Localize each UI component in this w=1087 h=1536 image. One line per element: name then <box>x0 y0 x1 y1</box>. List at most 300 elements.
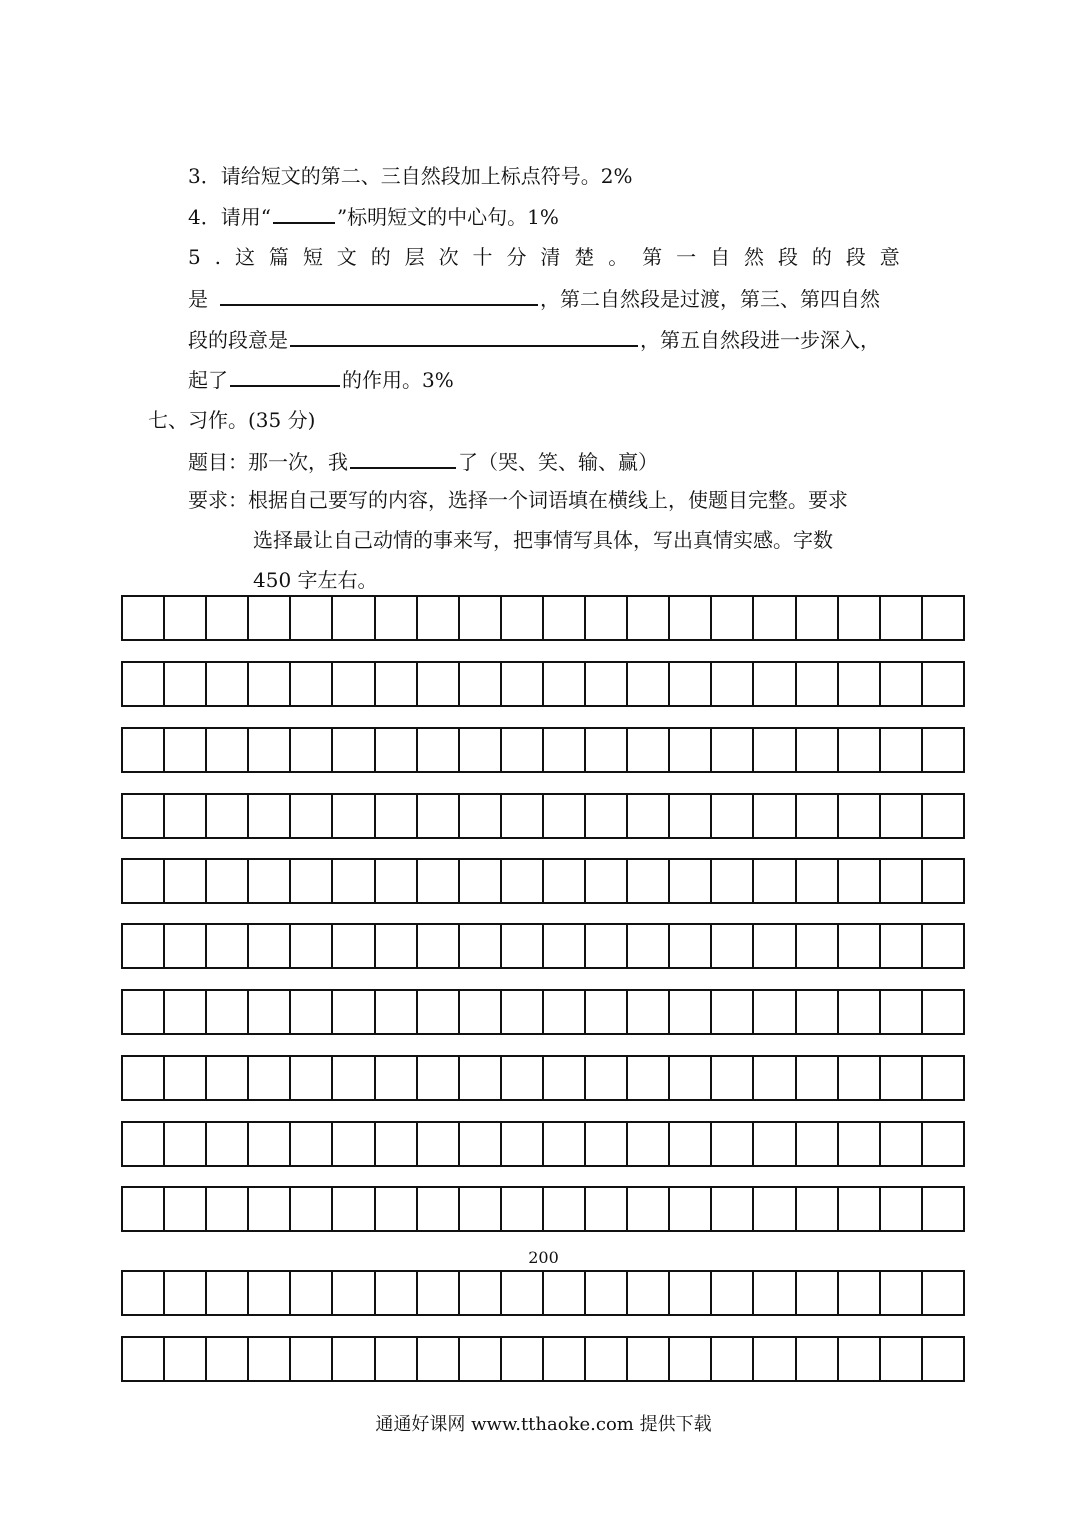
grid-cell[interactable] <box>207 1057 249 1099</box>
grid-cell[interactable] <box>460 991 502 1033</box>
grid-cell[interactable] <box>249 991 291 1033</box>
grid-cell[interactable] <box>333 860 375 902</box>
grid-cell[interactable] <box>502 860 544 902</box>
grid-cell[interactable] <box>670 795 712 837</box>
question-5-char: 分 <box>506 245 527 269</box>
grid-cell[interactable] <box>418 925 460 967</box>
grid-cell[interactable] <box>881 860 923 902</box>
grid-cell[interactable] <box>123 991 165 1033</box>
grid-cell[interactable] <box>207 925 249 967</box>
grid-cell[interactable] <box>502 597 544 639</box>
question-5-char: 文 <box>336 245 357 269</box>
question-5-line-1 <box>188 243 900 271</box>
grid-cell[interactable] <box>881 991 923 1033</box>
grid-cell[interactable] <box>544 1338 586 1380</box>
grid-cell[interactable] <box>670 1338 712 1380</box>
grid-cell[interactable] <box>754 795 796 837</box>
grid-cell[interactable] <box>376 795 418 837</box>
grid-cell[interactable] <box>249 1188 291 1230</box>
grid-cell[interactable] <box>712 663 754 705</box>
grid-cell[interactable] <box>502 1272 544 1314</box>
grid-cell[interactable] <box>923 991 963 1033</box>
grid-cell[interactable] <box>376 1123 418 1165</box>
grid-cell[interactable] <box>207 663 249 705</box>
grid-row[interactable] <box>121 727 965 773</box>
grid-cell[interactable] <box>839 597 881 639</box>
grid-cell[interactable] <box>249 1123 291 1165</box>
grid-cell[interactable] <box>712 991 754 1033</box>
grid-cell[interactable] <box>628 1123 670 1165</box>
grid-cell[interactable] <box>207 1338 249 1380</box>
question-5-char: 清 <box>540 245 561 269</box>
question-5-char: . <box>214 245 222 269</box>
grid-row[interactable] <box>121 793 965 839</box>
requirements-line-1 <box>188 486 848 514</box>
grid-cell[interactable] <box>418 729 460 771</box>
grid-cell[interactable] <box>881 1057 923 1099</box>
grid-cell[interactable] <box>586 1123 628 1165</box>
grid-cell[interactable] <box>670 925 712 967</box>
grid-cell[interactable] <box>460 1123 502 1165</box>
question-5-char: 篇 <box>268 245 289 269</box>
grid-cell[interactable] <box>797 663 839 705</box>
grid-cell[interactable] <box>586 663 628 705</box>
grid-cell[interactable] <box>586 597 628 639</box>
grid-cell[interactable] <box>839 1272 881 1314</box>
grid-row[interactable] <box>121 858 965 904</box>
grid-cell[interactable] <box>460 925 502 967</box>
grid-cell[interactable] <box>586 860 628 902</box>
grid-cell[interactable] <box>333 1272 375 1314</box>
grid-cell[interactable] <box>712 597 754 639</box>
grid-cell[interactable] <box>291 1338 333 1380</box>
grid-cell[interactable] <box>376 860 418 902</box>
grid-cell[interactable] <box>881 1188 923 1230</box>
grid-cell[interactable] <box>923 1338 963 1380</box>
question-5-line-4 <box>188 365 454 394</box>
question-5-char: 次 <box>438 245 459 269</box>
grid-cell[interactable] <box>123 795 165 837</box>
grid-cell[interactable] <box>712 1188 754 1230</box>
grid-cell[interactable] <box>923 795 963 837</box>
grid-cell[interactable] <box>418 1338 460 1380</box>
grid-cell[interactable] <box>839 1057 881 1099</box>
grid-cell[interactable] <box>544 795 586 837</box>
grid-cell[interactable] <box>670 663 712 705</box>
grid-cell[interactable] <box>376 1188 418 1230</box>
grid-cell[interactable] <box>754 1123 796 1165</box>
question-5-line-4-prefix: 起了 <box>188 368 228 392</box>
grid-cell[interactable] <box>670 597 712 639</box>
question-5-char: 一 <box>676 245 697 269</box>
grid-cell[interactable] <box>165 1188 207 1230</box>
grid-row[interactable] <box>121 595 965 641</box>
grid-cell[interactable] <box>333 729 375 771</box>
grid-cell[interactable] <box>333 795 375 837</box>
grid-cell[interactable] <box>207 1272 249 1314</box>
question-5-char: 自 <box>710 245 731 269</box>
grid-cell[interactable] <box>881 663 923 705</box>
grid-cell[interactable] <box>712 1338 754 1380</box>
grid-cell[interactable] <box>460 1057 502 1099</box>
grid-cell[interactable] <box>502 991 544 1033</box>
section-1-meaning-blank[interactable] <box>220 284 538 306</box>
grid-cell[interactable] <box>123 860 165 902</box>
grid-cell[interactable] <box>839 1188 881 1230</box>
grid-cell[interactable] <box>291 663 333 705</box>
grid-cell[interactable] <box>881 795 923 837</box>
grid-cell[interactable] <box>586 991 628 1033</box>
grid-cell[interactable] <box>881 1272 923 1314</box>
grid-cell[interactable] <box>460 795 502 837</box>
grid-cell[interactable] <box>460 663 502 705</box>
grid-row[interactable] <box>121 661 965 707</box>
grid-cell[interactable] <box>502 1123 544 1165</box>
essay-title-prefix: 题目：那一次，我 <box>188 450 348 474</box>
grid-cell[interactable] <box>249 1057 291 1099</box>
grid-cell[interactable] <box>628 663 670 705</box>
grid-cell[interactable] <box>207 795 249 837</box>
grid-cell[interactable] <box>502 1188 544 1230</box>
question-5-line-2-prefix: 是 <box>188 287 208 311</box>
grid-cell[interactable] <box>460 1272 502 1314</box>
grid-cell[interactable] <box>923 729 963 771</box>
grid-cell[interactable] <box>249 1272 291 1314</box>
grid-cell[interactable] <box>628 729 670 771</box>
question-5-char: 段 <box>777 245 798 269</box>
grid-cell[interactable] <box>923 1057 963 1099</box>
grid-cell[interactable] <box>544 1123 586 1165</box>
grid-cell[interactable] <box>333 597 375 639</box>
question-5-char: 的 <box>811 245 832 269</box>
grid-cell[interactable] <box>670 860 712 902</box>
grid-cell[interactable] <box>797 729 839 771</box>
grid-cell[interactable] <box>754 860 796 902</box>
grid-cell[interactable] <box>839 663 881 705</box>
grid-cell[interactable] <box>333 1057 375 1099</box>
grid-cell[interactable] <box>797 597 839 639</box>
grid-cell[interactable] <box>754 1057 796 1099</box>
question-5-char: 意 <box>879 245 900 269</box>
grid-cell[interactable] <box>249 1338 291 1380</box>
grid-cell[interactable] <box>628 860 670 902</box>
grid-cell[interactable] <box>291 925 333 967</box>
essay-title-blank[interactable] <box>350 447 456 469</box>
grid-cell[interactable] <box>460 860 502 902</box>
grid-row[interactable] <box>121 1336 965 1382</box>
grid-cell[interactable] <box>712 729 754 771</box>
grid-cell[interactable] <box>712 860 754 902</box>
grid-cell[interactable] <box>712 1057 754 1099</box>
grid-cell[interactable] <box>544 1188 586 1230</box>
grid-cell[interactable] <box>881 925 923 967</box>
grid-cell[interactable] <box>418 1123 460 1165</box>
grid-cell[interactable] <box>291 1188 333 1230</box>
grid-cell[interactable] <box>628 1057 670 1099</box>
grid-cell[interactable] <box>839 1338 881 1380</box>
grid-cell[interactable] <box>586 729 628 771</box>
grid-cell[interactable] <box>418 1272 460 1314</box>
grid-cell[interactable] <box>797 1057 839 1099</box>
grid-cell[interactable] <box>797 991 839 1033</box>
grid-cell[interactable] <box>502 1057 544 1099</box>
grid-cell[interactable] <box>291 991 333 1033</box>
grid-cell[interactable] <box>628 1272 670 1314</box>
grid-cell[interactable] <box>291 1272 333 1314</box>
grid-cell[interactable] <box>376 1338 418 1380</box>
grid-cell[interactable] <box>207 597 249 639</box>
grid-cell[interactable] <box>754 597 796 639</box>
grid-cell[interactable] <box>628 1188 670 1230</box>
grid-cell[interactable] <box>754 991 796 1033</box>
question-5-char: 的 <box>370 245 391 269</box>
grid-cell[interactable] <box>418 597 460 639</box>
question-5-line-3-prefix: 段的段意是 <box>188 328 288 352</box>
grid-cell[interactable] <box>628 597 670 639</box>
grid-cell[interactable] <box>881 1123 923 1165</box>
grid-cell[interactable] <box>123 1057 165 1099</box>
grid-cell[interactable] <box>797 1272 839 1314</box>
grid-cell[interactable] <box>376 729 418 771</box>
question-4-suffix: ”标明短文的中心句。1% <box>336 205 559 229</box>
essay-title-suffix: 了（哭、笑、输、赢） <box>458 450 658 474</box>
grid-cell[interactable] <box>249 860 291 902</box>
question-4-prefix: 4．请用“ <box>188 205 271 229</box>
grid-cell[interactable] <box>797 1338 839 1380</box>
grid-cell[interactable] <box>418 991 460 1033</box>
grid-cell[interactable] <box>670 1188 712 1230</box>
grid-cell[interactable] <box>418 860 460 902</box>
grid-cell[interactable] <box>881 729 923 771</box>
grid-cell[interactable] <box>333 925 375 967</box>
grid-cell[interactable] <box>628 991 670 1033</box>
grid-cell[interactable] <box>754 1272 796 1314</box>
grid-cell[interactable] <box>923 597 963 639</box>
grid-cell[interactable] <box>881 1338 923 1380</box>
grid-cell[interactable] <box>923 860 963 902</box>
grid-row[interactable] <box>121 989 965 1035</box>
grid-cell[interactable] <box>291 597 333 639</box>
grid-cell[interactable] <box>754 729 796 771</box>
grid-cell[interactable] <box>165 1272 207 1314</box>
grid-cell[interactable] <box>712 925 754 967</box>
grid-cell[interactable] <box>502 1338 544 1380</box>
question-5-char: 第 <box>642 245 663 269</box>
grid-row[interactable] <box>121 1121 965 1167</box>
grid-cell[interactable] <box>333 1123 375 1165</box>
question-4-blank[interactable] <box>273 202 335 224</box>
grid-row[interactable] <box>121 1186 965 1232</box>
grid-cell[interactable] <box>586 795 628 837</box>
grid-cell[interactable] <box>586 1057 628 1099</box>
grid-cell[interactable] <box>165 991 207 1033</box>
grid-cell[interactable] <box>544 925 586 967</box>
grid-cell[interactable] <box>249 597 291 639</box>
grid-cell[interactable] <box>376 597 418 639</box>
grid-cell[interactable] <box>418 795 460 837</box>
grid-cell[interactable] <box>291 1123 333 1165</box>
grid-cell[interactable] <box>797 1123 839 1165</box>
question-5-char: 层 <box>404 245 425 269</box>
grid-cell[interactable] <box>291 795 333 837</box>
grid-cell[interactable] <box>586 925 628 967</box>
grid-cell[interactable] <box>881 597 923 639</box>
grid-cell[interactable] <box>839 860 881 902</box>
grid-cell[interactable] <box>923 1188 963 1230</box>
requirements-line-3: 450 字左右。 <box>253 568 378 592</box>
grid-cell[interactable] <box>207 729 249 771</box>
essay-title <box>188 447 658 476</box>
grid-cell[interactable] <box>207 860 249 902</box>
section-7-heading: 七、习作。(35 分) <box>148 408 316 432</box>
grid-cell[interactable] <box>670 729 712 771</box>
grid-cell[interactable] <box>628 795 670 837</box>
grid-cell[interactable] <box>923 663 963 705</box>
grid-cell[interactable] <box>797 795 839 837</box>
grid-cell[interactable] <box>165 925 207 967</box>
grid-cell[interactable] <box>165 795 207 837</box>
grid-cell[interactable] <box>123 597 165 639</box>
grid-cell[interactable] <box>502 795 544 837</box>
grid-cell[interactable] <box>670 1272 712 1314</box>
grid-cell[interactable] <box>670 1123 712 1165</box>
grid-cell[interactable] <box>502 663 544 705</box>
section-3-4-meaning-blank[interactable] <box>290 325 638 347</box>
grid-cell[interactable] <box>544 663 586 705</box>
grid-cell[interactable] <box>291 860 333 902</box>
grid-cell[interactable] <box>333 663 375 705</box>
grid-cell[interactable] <box>544 1057 586 1099</box>
grid-cell[interactable] <box>333 1188 375 1230</box>
grid-cell[interactable] <box>376 925 418 967</box>
grid-row[interactable] <box>121 1055 965 1101</box>
grid-cell[interactable] <box>923 1272 963 1314</box>
grid-cell[interactable] <box>460 1338 502 1380</box>
grid-cell[interactable] <box>123 1188 165 1230</box>
question-5-char: 楚 <box>574 245 595 269</box>
grid-cell[interactable] <box>333 991 375 1033</box>
grid-cell[interactable] <box>923 925 963 967</box>
grid-cell[interactable] <box>712 1272 754 1314</box>
grid-cell[interactable] <box>754 663 796 705</box>
section-5-role-blank[interactable] <box>230 365 340 387</box>
grid-cell[interactable] <box>586 1188 628 1230</box>
grid-cell[interactable] <box>249 925 291 967</box>
grid-cell[interactable] <box>544 729 586 771</box>
grid-cell[interactable] <box>797 925 839 967</box>
grid-cell[interactable] <box>586 1272 628 1314</box>
grid-cell[interactable] <box>165 860 207 902</box>
grid-cell[interactable] <box>123 925 165 967</box>
grid-row[interactable] <box>121 1270 965 1316</box>
grid-cell[interactable] <box>797 1188 839 1230</box>
grid-cell[interactable] <box>754 1338 796 1380</box>
grid-cell[interactable] <box>207 991 249 1033</box>
question-5-char: 。 <box>608 245 629 269</box>
grid-cell[interactable] <box>754 1188 796 1230</box>
grid-cell[interactable] <box>249 663 291 705</box>
grid-cell[interactable] <box>670 991 712 1033</box>
grid-cell[interactable] <box>712 795 754 837</box>
question-5-char: 然 <box>744 245 765 269</box>
grid-cell[interactable] <box>460 597 502 639</box>
grid-cell[interactable] <box>460 1188 502 1230</box>
grid-cell[interactable] <box>544 597 586 639</box>
grid-cell[interactable] <box>165 597 207 639</box>
question-5-char: 十 <box>472 245 493 269</box>
grid-cell[interactable] <box>839 991 881 1033</box>
grid-cell[interactable] <box>839 729 881 771</box>
question-5-line-4-suffix: 的作用。3% <box>342 368 454 392</box>
grid-cell[interactable] <box>333 1338 375 1380</box>
page-footer: 通通好课网 www.tthaoke.com 提供下载 <box>375 1414 712 1435</box>
grid-cell[interactable] <box>376 1272 418 1314</box>
grid-cell[interactable] <box>460 729 502 771</box>
requirements-label: 要求： <box>188 488 248 512</box>
grid-cell[interactable] <box>249 729 291 771</box>
grid-cell[interactable] <box>628 1338 670 1380</box>
grid-cell[interactable] <box>376 1057 418 1099</box>
grid-cell[interactable] <box>123 663 165 705</box>
grid-cell[interactable] <box>544 1272 586 1314</box>
grid-cell[interactable] <box>207 1188 249 1230</box>
grid-cell[interactable] <box>418 1057 460 1099</box>
grid-cell[interactable] <box>544 991 586 1033</box>
grid-cell[interactable] <box>839 795 881 837</box>
question-4 <box>188 202 559 231</box>
grid-cell[interactable] <box>923 1123 963 1165</box>
grid-cell[interactable] <box>291 729 333 771</box>
question-5-line-3-suffix: ，第五自然段进一步深入， <box>640 328 880 352</box>
grid-cell[interactable] <box>123 1123 165 1165</box>
grid-cell[interactable] <box>544 860 586 902</box>
grid-cell[interactable] <box>249 795 291 837</box>
grid-cell[interactable] <box>123 1272 165 1314</box>
question-3: 3．请给短文的第二、三自然段加上标点符号。2% <box>188 164 633 188</box>
grid-cell[interactable] <box>207 1123 249 1165</box>
requirements-line-2: 选择最让自己动情的事来写，把事情写具体，写出真情实感。字数 <box>253 528 833 552</box>
grid-cell[interactable] <box>376 663 418 705</box>
grid-cell[interactable] <box>165 1057 207 1099</box>
grid-cell[interactable] <box>502 729 544 771</box>
grid-cell[interactable] <box>754 925 796 967</box>
question-5-char: 段 <box>845 245 866 269</box>
grid-cell[interactable] <box>165 1123 207 1165</box>
grid-cell[interactable] <box>586 1338 628 1380</box>
grid-cell[interactable] <box>628 925 670 967</box>
grid-row[interactable] <box>121 923 965 969</box>
question-5-char: 这 <box>234 245 255 269</box>
grid-cell[interactable] <box>165 1338 207 1380</box>
question-5-char: 5 <box>188 245 201 269</box>
grid-cell[interactable] <box>123 729 165 771</box>
grid-cell[interactable] <box>418 1188 460 1230</box>
grid-cell[interactable] <box>165 729 207 771</box>
grid-cell[interactable] <box>123 1338 165 1380</box>
grid-cell[interactable] <box>797 860 839 902</box>
grid-cell[interactable] <box>670 1057 712 1099</box>
grid-cell[interactable] <box>165 663 207 705</box>
grid-cell[interactable] <box>712 1123 754 1165</box>
word-count-marker: 200 <box>528 1248 559 1267</box>
grid-cell[interactable] <box>839 925 881 967</box>
grid-cell[interactable] <box>291 1057 333 1099</box>
grid-cell[interactable] <box>376 991 418 1033</box>
requirements-text-1: 根据自己要写的内容，选择一个词语填在横线上，使题目完整。要求 <box>248 488 848 512</box>
grid-cell[interactable] <box>418 663 460 705</box>
grid-cell[interactable] <box>839 1123 881 1165</box>
grid-cell[interactable] <box>502 925 544 967</box>
